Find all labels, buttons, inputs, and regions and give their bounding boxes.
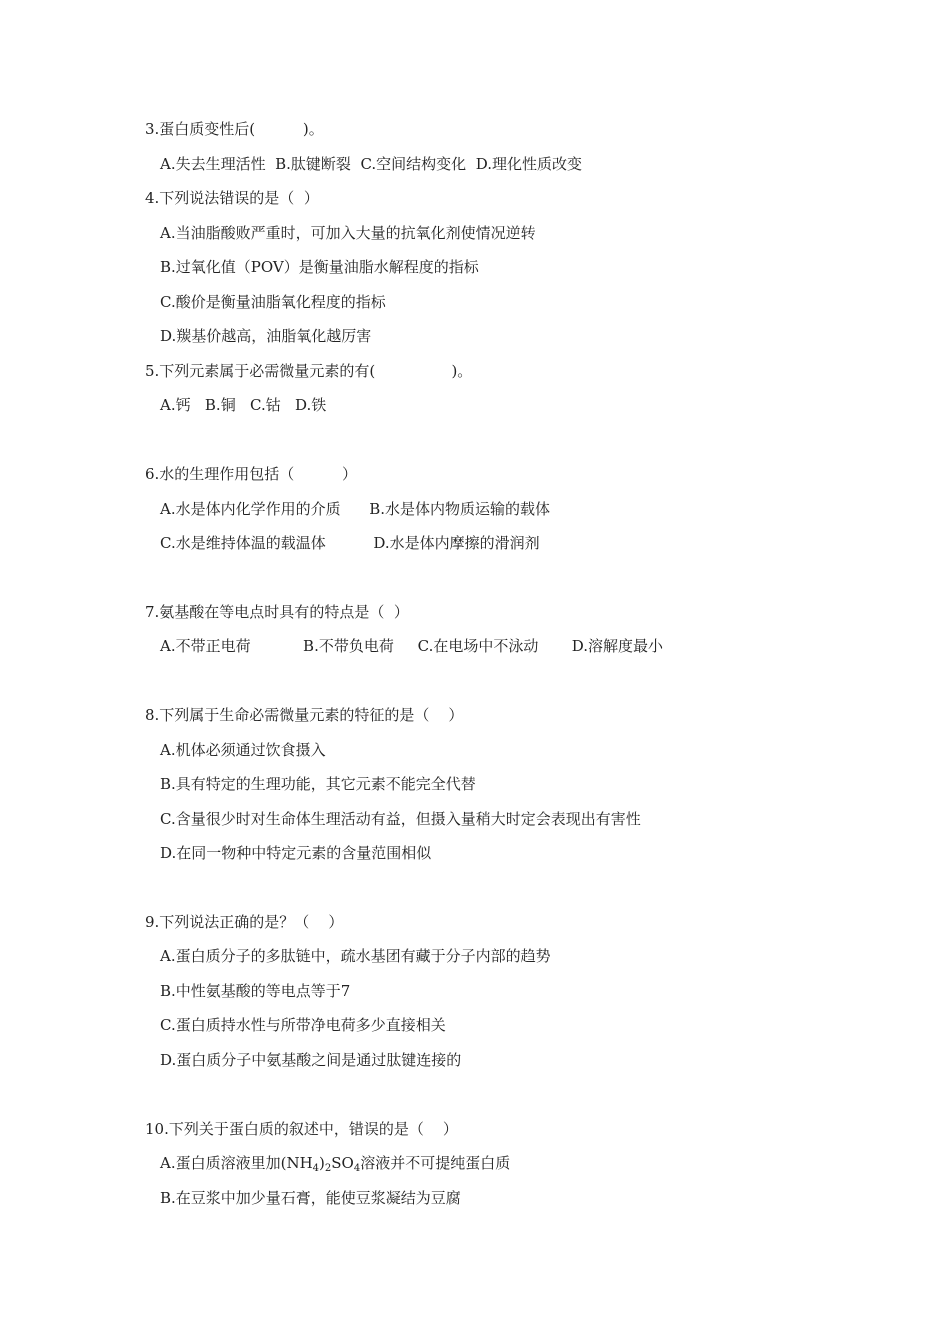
question-7-options: A.不带正电荷 B.不带负电荷 C.在电场中不泳动 D.溶解度最小 <box>160 637 664 655</box>
question-3-options: A.失去生理活性 B.肽键断裂 C.空间结构变化 D.理化性质改变 <box>160 155 582 173</box>
question-5-options: A.钙 B.铜 C.钴 D.铁 <box>160 396 327 414</box>
question-8-stem: 8.下列属于生命必需微量元素的特征的是（ ） <box>145 706 464 724</box>
question-9-option-d: D.蛋白质分子中氨基酸之间是通过肽键连接的 <box>160 1051 462 1069</box>
option-a-paren: ) <box>319 1154 325 1172</box>
subscript-4: 4 <box>312 1163 320 1174</box>
question-4-option-d: D.羰基价越高，油脂氧化越厉害 <box>160 327 372 345</box>
subscript-4b: 4 <box>353 1163 361 1174</box>
question-10-option-b: B.在豆浆中加少量石膏，能使豆浆凝结为豆腐 <box>160 1189 461 1207</box>
question-8-option-a: A.机体必须通过饮食摄入 <box>160 741 326 759</box>
question-4-option-a: A.当油脂酸败严重时，可加入大量的抗氧化剂使情况逆转 <box>160 224 536 242</box>
subscript-2: 2 <box>324 1163 332 1174</box>
question-9-stem: 9.下列说法正确的是？（ ） <box>145 913 344 931</box>
question-9-option-b: B.中性氨基酸的等电点等于7 <box>160 982 351 1000</box>
question-8-option-c: C.含量很少时对生命体生理活动有益，但摄入量稍大时定会表现出有害性 <box>160 810 641 828</box>
option-a-suffix: 溶液并不可提纯蛋白质 <box>360 1154 511 1172</box>
question-4-stem: 4.下列说法错误的是（ ） <box>145 189 319 207</box>
question-6-options-cd: C.水是维持体温的载温体 D.水是体内摩擦的滑润剂 <box>160 534 540 552</box>
question-10-stem: 10.下列关于蛋白质的叙述中，错误的是（ ） <box>145 1120 458 1138</box>
question-6-options-ab: A.水是体内化学作用的介质 B.水是体内物质运输的载体 <box>160 500 551 518</box>
question-9-option-a: A.蛋白质分子的多肽链中，疏水基团有藏于分子内部的趋势 <box>160 947 551 965</box>
question-5-stem: 5.下列元素属于必需微量元素的有( )。 <box>145 362 473 380</box>
question-3-stem: 3.蛋白质变性后( )。 <box>145 120 324 138</box>
question-8-option-d: D.在同一物种中特定元素的含量范围相似 <box>160 844 432 862</box>
question-8-option-b: B.具有特定的生理功能，其它元素不能完全代替 <box>160 775 476 793</box>
question-9-option-c: C.蛋白质持水性与所带净电荷多少直接相关 <box>160 1016 446 1034</box>
question-6-stem: 6.水的生理作用包括（ ） <box>145 465 357 483</box>
question-4-option-c: C.酸价是衡量油脂氧化程度的指标 <box>160 293 386 311</box>
question-10-option-a <box>160 1153 510 1179</box>
question-4-option-b: B.过氧化值（POV）是衡量油脂水解程度的指标 <box>160 258 479 276</box>
option-a-prefix: A.蛋白质溶液里加(NH <box>160 1154 313 1172</box>
question-7-stem: 7.氨基酸在等电点时具有的特点是（ ） <box>145 603 409 621</box>
option-a-so: SO <box>331 1154 354 1172</box>
